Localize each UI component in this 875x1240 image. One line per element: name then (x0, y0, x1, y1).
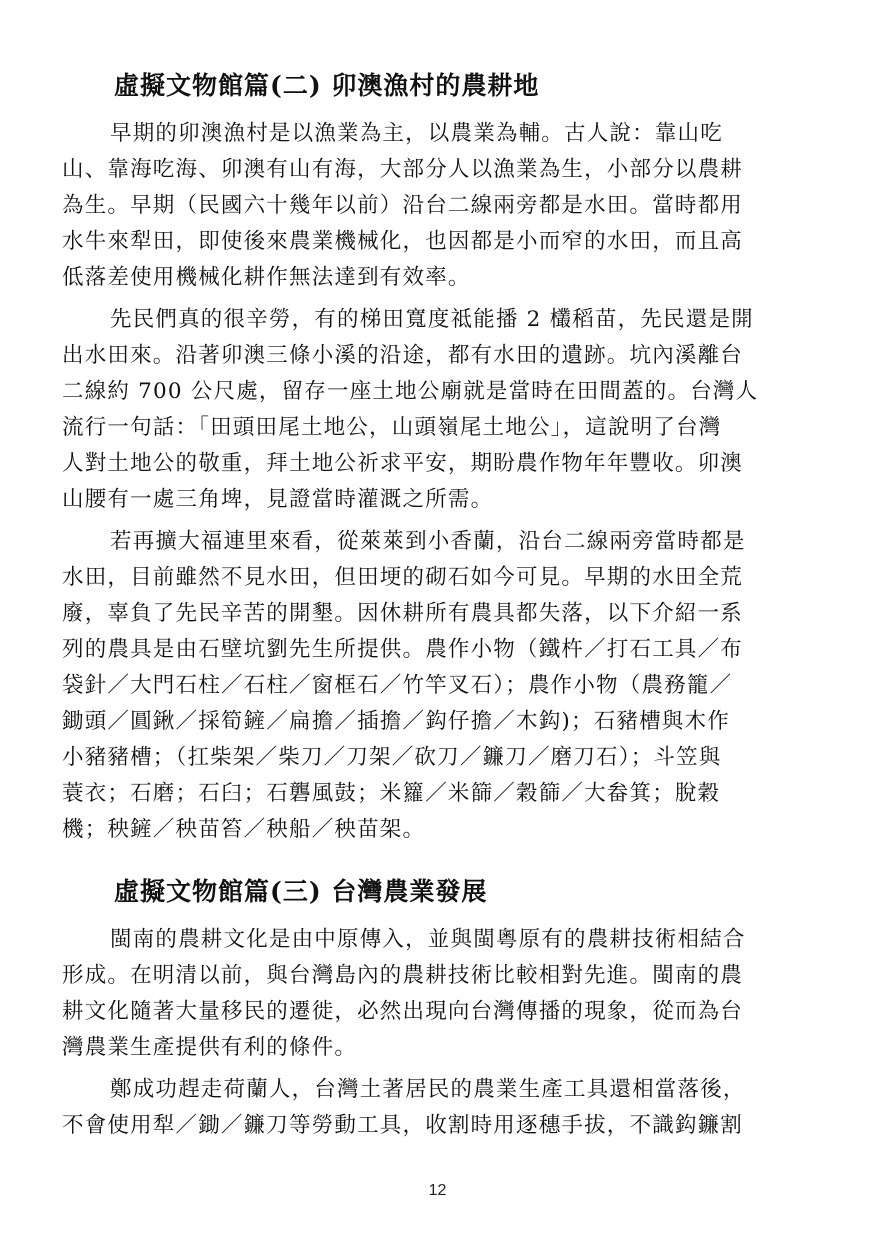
paragraph (62, 922, 812, 1066)
text-line: 山腰有一處三角埤，見證當時灌溉之所需。 (62, 487, 494, 512)
paragraph (62, 524, 812, 848)
text-line: 灣農業生產提供有利的條件。 (62, 1035, 358, 1060)
text-line: 耕文化隨著大量移民的遷徙，必然出現向台灣傳播的現象，從而為台 (62, 999, 744, 1024)
text-line: 若再擴大福連里來看，從萊萊到小香蘭，沿台二線兩旁當時都是 (110, 529, 746, 554)
text-line: 水牛來犁田，即使後來農業機械化，也因都是小而窄的水田，而且高 (62, 229, 744, 254)
text-line: 出水田來。沿著卯澳三條小溪的沿途，都有水田的遺跡。坑內溪離台 (62, 343, 744, 368)
text-line: 水田，目前雖然不見水田，但田埂的砌石如今可見。早期的水田全荒 (62, 565, 744, 590)
text-line: 小豬豬槽；（扛柴架／柴刀／刀架／砍刀／鐮刀／磨刀石）；斗笠與 (62, 745, 722, 770)
text-line: 先民們真的很辛勞，有的梯田寬度祗能播 2 欉稻苗，先民還是開 (110, 307, 754, 332)
text-line: 早期的卯澳漁村是以漁業為主，以農業為輔。古人說：靠山吃 (110, 121, 723, 146)
section-heading: 虛擬文物館篇(三) 台灣農業發展 (114, 877, 488, 906)
text-line: 形成。在明清以前，與台灣島內的農耕技術比較相對先進。閩南的農 (62, 963, 744, 988)
text-line: 流行一句話：「田頭田尾土地公，山頭嶺尾土地公」，這說明了台灣 (62, 415, 722, 440)
text-line: 廢，辜負了先民辛苦的開墾。因休耕所有農具都失落，以下介紹一系 (62, 601, 744, 626)
paragraph (62, 1072, 812, 1144)
text-line: 蓑衣；石磨；石臼；石礱風鼓；米籮／米篩／穀篩／大畚箕；脫穀 (62, 781, 721, 806)
text-line: 鄭成功趕走荷蘭人，台灣土著居民的農業生產工具還相當落後， (110, 1077, 746, 1102)
text-line: 為生。早期（民國六十幾年以前）沿台二線兩旁都是水田。當時都用 (62, 193, 744, 218)
paragraph (62, 116, 812, 296)
page-number: 12 (428, 1182, 447, 1199)
text-line: 二線約 700 公尺處，留存一座土地公廟就是當時在田間蓋的。台灣人 (62, 379, 759, 404)
paragraph (62, 302, 812, 518)
text-line: 鋤頭／圓鍬／採筍鏟／扁擔／插擔／鈎仔擔／木鈎)；石豬槽與木作 (62, 709, 730, 734)
text-line: 低落差使用機械化耕作無法達到有效率。 (62, 265, 471, 290)
text-line: 山、靠海吃海、卯澳有山有海，大部分人以漁業為生，小部分以農耕 (62, 157, 744, 182)
text-line: 閩南的農耕文化是由中原傳入，並與閩粵原有的農耕技術相結合 (110, 927, 746, 952)
text-line: 不會使用犁／鋤／鐮刀等勞動工具，收割時用逐穗手拔，不識鈎鐮割 (62, 1113, 744, 1138)
text-line: 列的農具是由石壁坑劉先生所提供。農作小物（鐵杵／打石工具／布 (62, 637, 744, 662)
text-line: 袋針／大門石柱／石柱／窗框石／竹竿叉石）；農作小物（農務籠／ (62, 673, 733, 698)
section-heading: 虛擬文物館篇(二) 卯澳漁村的農耕地 (114, 71, 540, 100)
text-line: 機；秧鏟／秧苗笞／秧船／秧苗架。 (62, 817, 426, 842)
text-line: 人對土地公的敬重，拜土地公祈求平安，期盼農作物年年豐收。卯澳 (62, 451, 744, 476)
